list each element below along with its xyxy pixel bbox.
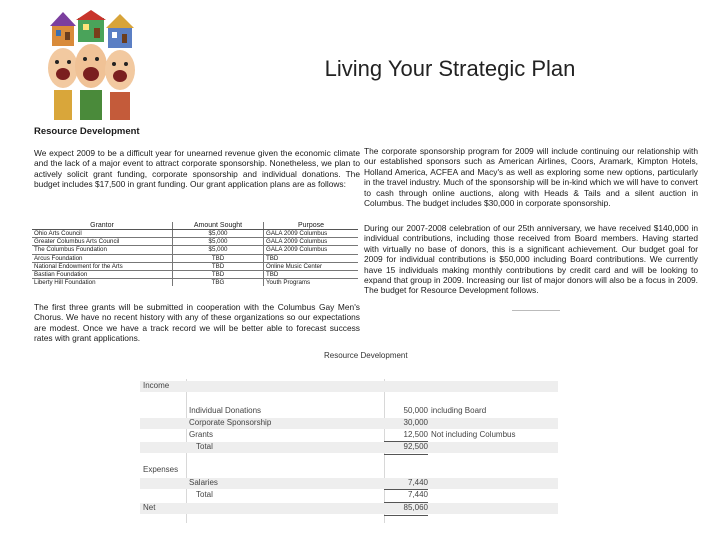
income-total-row [140,442,558,453]
purpose-cell: GALA 2009 Columbus [264,238,359,246]
table-row [32,238,358,246]
grantor-cell: National Endowment for the Arts [32,262,173,270]
grantor-cell: The Columbus Foundation [32,246,173,254]
grants-table-header [32,222,358,230]
stray-mark [512,310,560,311]
purpose-cell: TBD [264,254,359,262]
purpose-cell: GALA 2009 Columbus [264,246,359,254]
grantor-cell: Greater Columbus Arts Council [32,238,173,246]
amount-cell: TBD [173,254,264,262]
table-row [32,254,358,262]
income-row [140,381,558,392]
purpose-header: Purpose [264,222,359,230]
purpose-cell: TBD [264,271,359,279]
item-label: Corporate Sponsorship [189,418,272,427]
total-label: Total [196,490,213,499]
net-value: 85,060 [403,503,428,512]
total-value: 7,440 [407,490,428,499]
grants-table [32,222,358,286]
item-label: Grants [189,430,214,439]
intro-paragraph: We expect 2009 to be a difficult year for unearned revenue given the economic climate and the lack of a major event to attract corporate sponsorship. Nonetheless, we plan to actively solicit grant funding, corporate sponsorship and individual donations. The budget includes $17,500 in grant funding. Our grant application plans are as follows: [34,148,360,190]
table-row [32,246,358,254]
amount-cell: $5,000 [173,246,264,254]
table-row [32,262,358,270]
budget-title: Resource Development [324,351,408,360]
grantor-cell: Liberty Hill Foundation [32,279,173,287]
table-row [32,279,358,287]
income-label: Income [143,381,170,390]
section-heading: Resource Development [34,126,140,137]
amount-header: Amount Sought [173,222,264,230]
amount-cell: TBG [173,279,264,287]
net-label: Net [143,503,156,512]
slide-title: Living Your Strategic Plan [324,56,576,81]
amount-cell: $5,000 [173,238,264,246]
grantor-cell: Bastian Foundation [32,271,173,279]
item-value: 12,500 [403,430,428,439]
purpose-cell: Online Music Center [264,262,359,270]
list-item [140,406,558,417]
corporate-sponsorship-paragraph: The corporate sponsorship program for 2009 will include continuing our relationship with our established sponsors such as American Airlines, Coors, Aramark, Kimpton Hotels, Holland America, ACFEA and Macy's as well as exploring some new options, particularly in the travel industry. Much of the sponsorship will be in-kind which we will have to convert to cash through online auctions, along with Heads & Tails and a silent auction in Columbus. The budget includes $30,000 in corporate sponsorship. [364,146,698,209]
list-item [140,478,558,489]
purpose-cell: GALA 2009 Columbus [264,230,359,238]
grantor-header: Grantor [32,222,173,230]
amount-cell: $5,000 [173,230,264,238]
total-label: Total [196,442,213,451]
individual-donors-paragraph: During our 2007-2008 celebration of our 25th anniversary, we have received $140,000 in individual contributions, including those received from Board members. Having started with virtually no base of donors, this is a significant achievement. Our budget goal for 2009 for individual contributions is $50,000 including Board contributions. We currently have 15 individuals making monthly contributions by credit card and will be looking to expand that group in 2009. Increasing our list of major donors will also be a focus in 2009. The budget for Resource Development follows. [364,223,698,296]
table-row [32,230,358,238]
net-row [140,503,558,514]
expenses-row [140,465,558,476]
total-rule [384,454,428,455]
item-label: Individual Donations [189,406,262,415]
item-note: including Board [431,406,487,415]
total-value: 92,500 [403,442,428,451]
item-note: Not including Columbus [431,430,516,439]
expense-total-row [140,490,558,501]
amount-cell: TBD [173,271,264,279]
list-item [140,430,558,441]
houses-heads-logo [44,10,140,122]
list-item [140,418,558,429]
budget-spreadsheet [140,379,558,523]
grantor-cell: Ohio Arts Council [32,230,173,238]
table-row [32,271,358,279]
purpose-cell: Youth Programs [264,279,359,287]
net-rule [384,515,428,516]
item-value: 7,440 [407,478,428,487]
item-label: Salaries [189,478,218,487]
grantor-cell: Arcus Foundation [32,254,173,262]
expenses-label: Expenses [143,465,179,474]
item-value: 30,000 [403,418,428,427]
amount-cell: TBD [173,262,264,270]
grants-note-paragraph: The first three grants will be submitted in cooperation with the Columbus Gay Men's Chorus. We have no recent history with any of these organizations so our expectations are modest. Once we have a track record we will be better able to forecast success rates with grant applications. [34,302,360,344]
item-value: 50,000 [403,406,428,415]
